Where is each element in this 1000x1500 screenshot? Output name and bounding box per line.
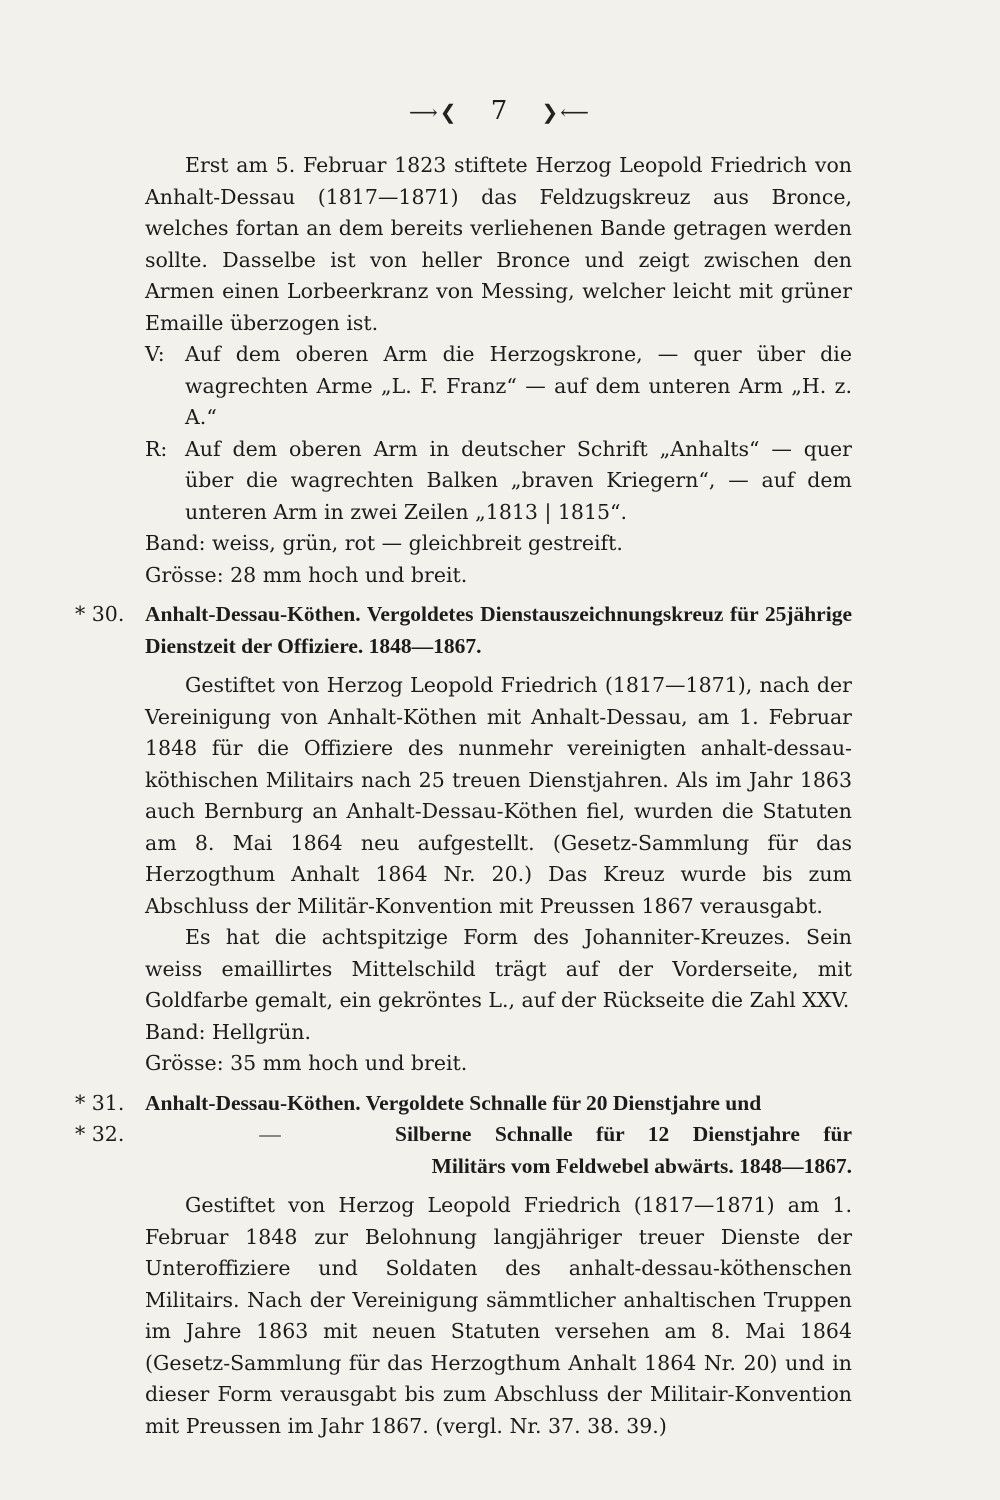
ribbon-line-2: Band: Hellgrün. bbox=[145, 1019, 312, 1044]
entry-31-paragraph: Gestiftet von Herzog Leopold Friedrich (1817—1871) am 1. Februar 1848 zur Belohnung langjähriger treuer Dienste der Unteroffiziere und Soldaten des anhalt-dessau-köthenschen Militairs. Nach der Vereinigung sämmtlicher anhaltischen Truppen im Jahre 1863 mit neuen Statuten versehen am 8. Mai 1864 (Gesetz-Sammlung für das Herzogthum Anhalt 1864 Nr. 20) und in dieser Form verausgabt bis zum Abschluss der Militair-Konvention mit Preussen im Jahr 1867. (vergl. Nr. 37. 38. 39.) bbox=[145, 1193, 852, 1438]
ornament-left: ⟶❮ bbox=[409, 100, 459, 124]
obverse-entry bbox=[145, 339, 852, 434]
size-line-1: Grösse: 28 mm hoch und breit. bbox=[145, 562, 468, 587]
size-line-2: Grösse: 35 mm hoch und breit. bbox=[145, 1051, 468, 1075]
entry-32-heading bbox=[75, 1119, 852, 1151]
reverse-label: R: bbox=[145, 436, 168, 461]
obverse-text: Auf dem oberen Arm die Herzogskrone, — quer über die wagrechten Arme „L. F. Franz“ — auf dem unteren Arm „H. z. A.“ bbox=[185, 342, 852, 429]
ornament-right: ❯⟵ bbox=[541, 100, 591, 124]
entry-31-number: * 31. bbox=[75, 1090, 125, 1115]
entry-32-title: Silberne Schnalle für 12 Dienstjahre für bbox=[395, 1122, 852, 1146]
page-body bbox=[75, 150, 852, 1442]
entry-30-number: * 30. bbox=[75, 602, 125, 626]
page-number: 7 bbox=[490, 96, 510, 126]
reverse-text: Auf dem oberen Arm in deutscher Schrift „Anhalts“ — quer über die wagrechten Balken „braven Kriegern“, — auf dem unteren Arm in zwei Zeilen „1813 | 1815“. bbox=[185, 436, 852, 524]
entry-32-ditto: — bbox=[259, 1122, 281, 1146]
ribbon-line-1: Band: weiss, grün, rot — gleichbreit gestreift. bbox=[145, 531, 623, 555]
intro-paragraph: Erst am 5. Februar 1823 stiftete Herzog Leopold Friedrich von Anhalt-Dessau (1817—1871) das Feldzugskreuz aus Bronce, welches fortan an dem bereits verliehenen Bande getragen werden sollte. Dasselbe ist von heller Bronce und zeigt zwischen den Armen einen Lorbeerkranz von Messing, welcher leicht mit grüner Emaille überzogen ist. bbox=[145, 153, 852, 335]
reverse-entry bbox=[145, 434, 852, 529]
entry-31-heading bbox=[75, 1088, 852, 1120]
obverse-label: V: bbox=[145, 342, 165, 366]
entry-32-title-cont: Militärs vom Feldwebel abwärts. 1848—1867. bbox=[431, 1153, 852, 1178]
entry-30-heading bbox=[75, 599, 852, 662]
page-header bbox=[0, 96, 1000, 126]
entry-30-title: Anhalt-Dessau-Köthen. Vergoldetes Dienstauszeichnungskreuz für 25jährige Dienstzeit der Offiziere. 1848—1867. bbox=[145, 602, 852, 658]
entry-32-number: * 32. bbox=[75, 1122, 125, 1146]
entry-30-paragraph-1: Gestiftet von Herzog Leopold Friedrich (1817—1871), nach der Vereinigung von Anhalt-Köthen mit Anhalt-Dessau, am 1. Februar 1848 für die Offiziere des nunmehr vereinigten anhalt-dessau-köthischen Militairs nach 25 treuen Dienstjahren. Als im Jahr 1863 auch Bernburg an Anhalt-Dessau-Köthen fiel, wurden die Statuten am 8. Mai 1864 neu aufgestellt. (Gesetz-Sammlung für das Herzogthum Anhalt 1864 Nr. 20.) Das Kreuz wurde bis zum Abschluss der Militär-Konvention mit Preussen 1867 verausgabt. bbox=[145, 673, 852, 918]
entry-31-title: Anhalt-Dessau-Köthen. Vergoldete Schnalle für 20 Dienstjahre und bbox=[145, 1090, 762, 1115]
entry-30-paragraph-2: Es hat die achtspitzige Form des Johanniter-Kreuzes. Sein weiss emaillirtes Mittelschild trägt auf der Vorderseite, mit Goldfarbe gemalt, ein gekröntes L., auf der Rückseite die Zahl XXV. bbox=[145, 925, 852, 1012]
